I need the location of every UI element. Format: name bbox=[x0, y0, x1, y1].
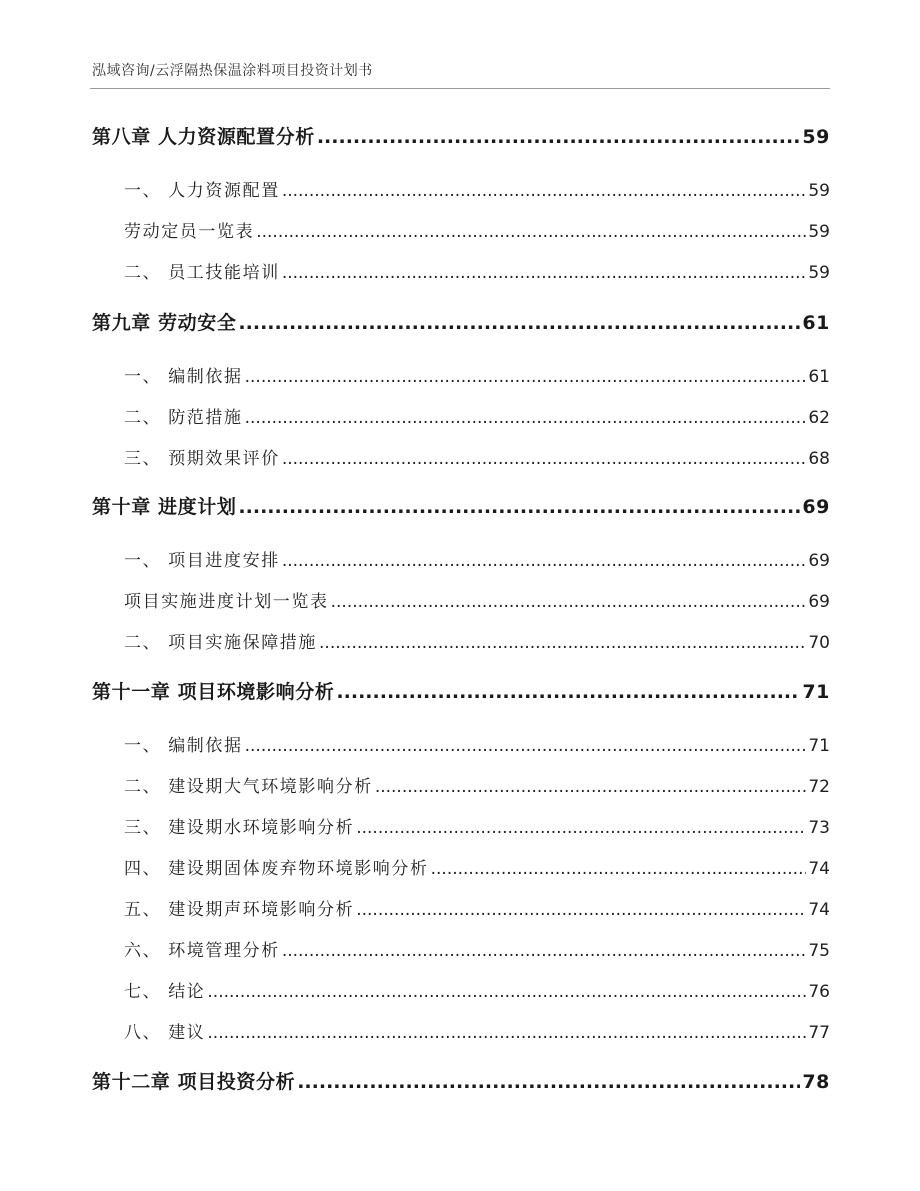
toc-page-number: 73 bbox=[808, 818, 830, 838]
toc-entry-title: 一、 编制依据 bbox=[124, 367, 243, 387]
toc-page-number: 61 bbox=[808, 367, 830, 387]
toc-section-entry[interactable] bbox=[92, 444, 830, 469]
toc-section-entry[interactable] bbox=[92, 895, 830, 920]
toc-entry-title: 七、 结论 bbox=[124, 982, 206, 1002]
dot-leader bbox=[207, 982, 806, 1002]
dot-leader bbox=[431, 859, 807, 879]
toc-page-number: 78 bbox=[802, 1071, 830, 1093]
dot-leader bbox=[245, 736, 807, 756]
toc-section-entry[interactable] bbox=[92, 813, 830, 838]
toc-page-number: 71 bbox=[808, 736, 830, 756]
toc-page-number: 61 bbox=[802, 312, 830, 334]
dot-leader bbox=[238, 312, 800, 334]
toc-page-number: 72 bbox=[808, 777, 830, 797]
dot-leader bbox=[282, 263, 807, 283]
toc-page-number: 62 bbox=[808, 408, 830, 428]
toc-entry-title: 第十一章 项目环境影响分析 bbox=[92, 681, 335, 703]
toc-section-entry[interactable] bbox=[92, 854, 830, 879]
toc-entry-title: 四、 建设期固体废弃物环境影响分析 bbox=[124, 859, 429, 879]
dot-leader bbox=[297, 1071, 800, 1093]
toc-entry-title: 二、 建设期大气环境影响分析 bbox=[124, 777, 373, 797]
toc-chapter-10[interactable] bbox=[92, 492, 830, 519]
toc-entry-title: 第十二章 项目投资分析 bbox=[92, 1071, 296, 1093]
toc-page-number: 71 bbox=[802, 681, 830, 703]
toc-chapter-8[interactable] bbox=[92, 122, 830, 149]
toc-page-number: 69 bbox=[802, 496, 830, 518]
toc-entry-title: 一、 人力资源配置 bbox=[124, 181, 280, 201]
toc-page-number: 59 bbox=[802, 126, 830, 148]
toc-entry-title: 项目实施进度计划一览表 bbox=[124, 592, 329, 612]
toc-section-entry[interactable] bbox=[92, 546, 830, 571]
toc-entry-title: 第九章 劳动安全 bbox=[92, 312, 237, 334]
header-divider bbox=[90, 88, 830, 89]
toc-section-entry[interactable] bbox=[92, 628, 830, 653]
toc-page-number: 59 bbox=[808, 263, 830, 283]
toc-section-entry[interactable] bbox=[92, 731, 830, 756]
toc-page-number: 74 bbox=[808, 859, 830, 879]
toc-page-number: 69 bbox=[808, 551, 830, 571]
toc-page-number: 68 bbox=[808, 449, 830, 469]
dot-leader bbox=[317, 126, 801, 148]
toc-page-number: 59 bbox=[808, 222, 830, 242]
toc-page-number: 74 bbox=[808, 900, 830, 920]
toc-entry-title: 二、 防范措施 bbox=[124, 408, 243, 428]
toc-page-number: 75 bbox=[808, 941, 830, 961]
toc-section-entry[interactable] bbox=[92, 176, 830, 201]
toc-section-entry[interactable] bbox=[92, 977, 830, 1002]
toc-section-entry[interactable] bbox=[92, 362, 830, 387]
toc-entry-title: 第八章 人力资源配置分析 bbox=[92, 126, 315, 148]
toc-chapter-11[interactable] bbox=[92, 677, 830, 704]
dot-leader bbox=[245, 367, 807, 387]
toc-table-entry[interactable] bbox=[92, 217, 830, 242]
dot-leader bbox=[256, 222, 806, 242]
toc-page-number: 76 bbox=[808, 982, 830, 1002]
dot-leader bbox=[238, 496, 800, 518]
toc-section-entry[interactable] bbox=[92, 1018, 830, 1043]
dot-leader bbox=[245, 408, 807, 428]
dot-leader bbox=[207, 1023, 806, 1043]
dot-leader bbox=[282, 551, 807, 571]
dot-leader bbox=[375, 777, 807, 797]
toc-entry-title: 三、 建设期水环境影响分析 bbox=[124, 818, 355, 838]
toc-entry-title: 一、 项目进度安排 bbox=[124, 551, 280, 571]
dot-leader bbox=[356, 900, 806, 920]
toc-section-entry[interactable] bbox=[92, 936, 830, 961]
dot-leader bbox=[319, 633, 806, 653]
dot-leader bbox=[282, 941, 807, 961]
toc-entry-title: 一、 编制依据 bbox=[124, 736, 243, 756]
toc-entry-title: 八、 建议 bbox=[124, 1023, 206, 1043]
toc-entry-title: 第十章 进度计划 bbox=[92, 496, 237, 518]
toc-section-entry[interactable] bbox=[92, 258, 830, 283]
toc-page-number: 70 bbox=[808, 633, 830, 653]
toc-page-number: 77 bbox=[808, 1023, 830, 1043]
toc-entry-title: 六、 环境管理分析 bbox=[124, 941, 280, 961]
toc-section-entry[interactable] bbox=[92, 403, 830, 428]
toc-entry-title: 三、 预期效果评价 bbox=[124, 449, 280, 469]
toc-entry-title: 二、 项目实施保障措施 bbox=[124, 633, 318, 653]
toc-page-number: 69 bbox=[808, 592, 830, 612]
dot-leader bbox=[336, 681, 800, 703]
dot-leader bbox=[356, 818, 806, 838]
toc-entry-title: 五、 建设期声环境影响分析 bbox=[124, 900, 355, 920]
toc-entry-title: 劳动定员一览表 bbox=[124, 222, 255, 242]
toc-chapter-9[interactable] bbox=[92, 308, 830, 335]
dot-leader bbox=[282, 449, 807, 469]
dot-leader bbox=[282, 181, 807, 201]
dot-leader bbox=[331, 592, 807, 612]
toc-section-entry[interactable] bbox=[92, 772, 830, 797]
toc-page-number: 59 bbox=[808, 181, 830, 201]
toc-table-entry[interactable] bbox=[92, 587, 830, 612]
toc-entry-title: 二、 员工技能培训 bbox=[124, 263, 280, 283]
running-header: 泓域咨询/云浮隔热保温涂料项目投资计划书 bbox=[92, 63, 373, 79]
toc-chapter-12[interactable] bbox=[92, 1067, 830, 1094]
